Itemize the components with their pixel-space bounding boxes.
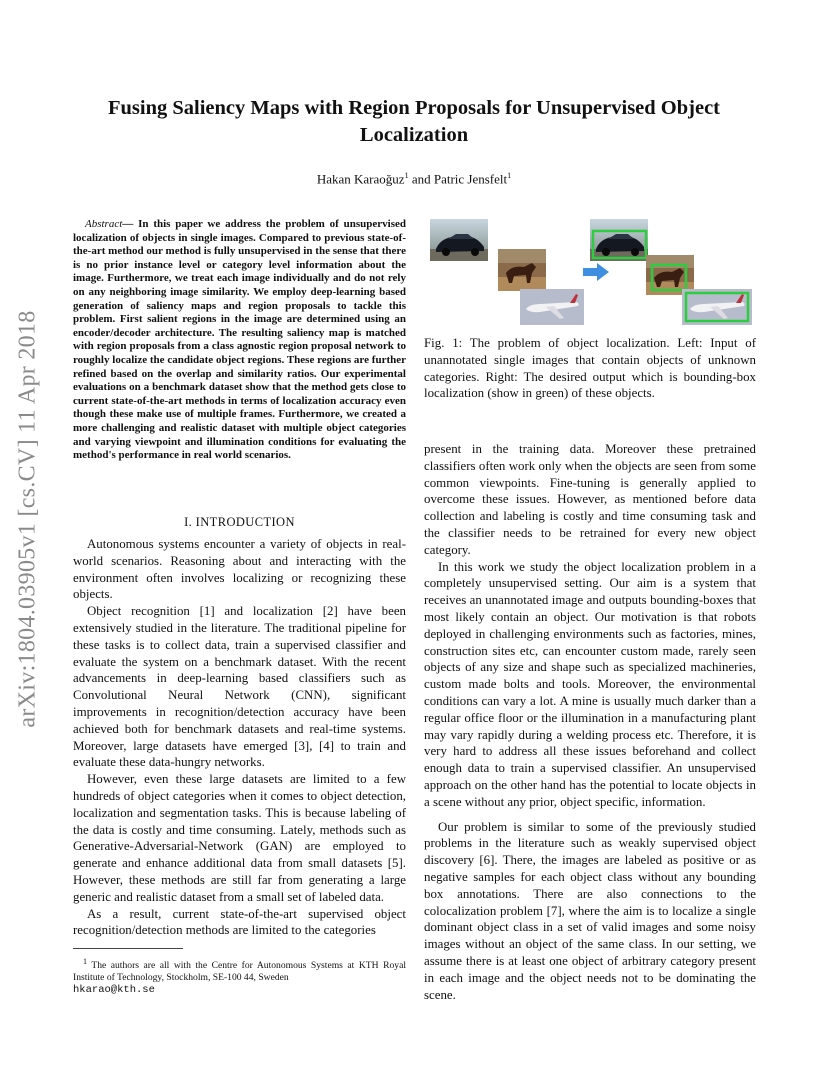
body-paragraph: In this work we study the object localization problem in a completely unsupervised setting. Our aim is a system that receives an unannotated image and outputs bounding-boxes that most likely contain an object. Our motivation is that robots deployed in challenging environments such as factories, mines, construction sites etc, can encounter custom made, rarely seen objects of any size and shape such as specialized machineries, custom made bolts and tools. Moreover, the environmental conditions can vary a lot. A mine is usually much darker than a regular office floor or the illumination in a manufacturing plant may vary rapidly during a welding process etc. Therefore, it is very hard to address all these issues beforehand and collect enough data to train a supervised classifier. An unsupervised approach on the other hand has the potential to locate objects in a scene without any prior, object specific, information. [424,559,756,809]
intro-left-column [73,536,406,939]
author-name: Hakan Karaoğuz [316,171,405,187]
paper-title-line-2: Localization [359,124,469,146]
arxiv-sidebar [4,279,52,759]
footnote-rule [73,948,183,949]
figure-caption: Fig. 1: The problem of object localization. Left: Input of unannotated single images that contain objects of unknown categories. Right: The desired output which is bounding-box localization (show in green) of these objects. [424,336,756,401]
body-paragraph: Autonomous systems encounter a variety of objects in real-world scenarios. Reasoning about and interacting with the environment often involves localizing or recognizing these objects. [73,537,406,602]
input-image-airplane [520,289,584,325]
output-image-airplane [682,289,752,325]
section-heading: I. INTRODUCTION [184,515,295,529]
author-email: hkarao@kth.se [73,984,155,997]
abstract-label: Abstract [85,218,123,230]
footnote-text: The authors are all with the Centre for Autonomous Systems at KTH Royal Institute of Technology, Stockholm, SE-100 44, Sweden [73,960,406,984]
output-image-car [590,219,648,261]
footnote [73,956,406,996]
body-paragraph: Our problem is similar to some of the previously studied problems in the literature such as weakly supervised object discovery [6]. There, the images are labeled as positive or as negative samples for each object class without any bounding box annotations. There are also connections to the colocalization problem [7], where the aim is to localize a single dominant object class in a set of valid images and some noisy images without an object of the same class. In our setting, we assume there is at least one object of arbitrary category present in each image and the object needs not to be dominating the scene. [424,819,756,1002]
author-separator: and [408,171,434,187]
figure-1 [426,213,756,333]
paper-title [70,95,758,149]
affiliation-mark: 1 [404,171,409,180]
arxiv-identifier: arXiv:1804.03905v1 [cs.CV] 11 Apr 2018 [14,310,41,728]
body-paragraph: However, even these large datasets are limited to a few hundreds of object categories when it comes to object detection, localization and segmentation tasks. This is because labeling of the data is costly and time consuming. Lately, methods such as Generative-Adversarial-Network (GAN) are employed to generate and enhance additional data from small datasets [5]. However, these methods are still far from generating a large generic and realistic dataset from a small set of labeled data. [73,772,406,904]
footnote-mark: 1 [83,957,87,966]
abstract-text: — In this paper we address the problem of unsupervised localization of objects in single images. Compared to previous state-of-the-art method our method is fully unsupervised in the sense that there is no prior instance level or category level information about the image. Furthermore, we treat each image individually and do not rely on any neighboring image similarity. We employ deep-learning based generation of saliency maps and region proposals to tackle this problem. First salient regions in the image are determined using an encoder/decoder architecture. The resulting saliency map is matched with region proposals from a class agnostic region proposal network to roughly localize the candidate object regions. These regions are further refined based on the overlap and similarity ratios. Our experimental evaluations on a benchmark dataset show that the method gets close to current state-of-the-art methods in terms of localization accuracy even though these make use of multiple frames. Furthermore, we created a more challenging and realistic dataset with multiple object categories and varying viewpoint and illumination conditions for evaluating the method's performance in real world scenarios. [73,218,406,462]
body-paragraph: present in the training data. Moreover these pretrained classifiers often work only when the objects are seen from some common viewpoints. Fine-tuning is generally applied to overcome these issues. However, as mentioned before data collection and labeling is costly and time consuming task and the classifier needs to be retrained for every new object category. [424,442,756,557]
author-name: Patric Jensfelt [433,171,508,187]
body-paragraph: As a result, current state-of-the-art supervised object recognition/detection methods are limited to the categories [73,906,406,938]
body-paragraph: Object recognition [1] and localization [2] have been extensively studied in the literature. The traditional pipeline for these tasks is to collect data, train a supervised classifier and evaluate the system on a benchmark dataset. With the recent advancements in deep-learning based classifiers such as Convolutional Neural Network (CNN), significant improvements in recognition/detection accuracy have been achieved both for benchmark datasets and real-time systems. Moreover, large datasets have emerged [3], [4] to train and evaluate these data-hungry networks. [73,604,406,770]
author-list [70,171,758,187]
paper-title-line-1: Fusing Saliency Maps with Region Proposals for Unsupervised Object [107,97,720,119]
intro-right-column [424,441,756,1003]
arrow-right-icon [583,263,609,281]
affiliation-mark: 1 [507,171,512,180]
input-image-car [430,219,488,261]
input-image-horse [498,249,546,291]
abstract [73,218,406,463]
